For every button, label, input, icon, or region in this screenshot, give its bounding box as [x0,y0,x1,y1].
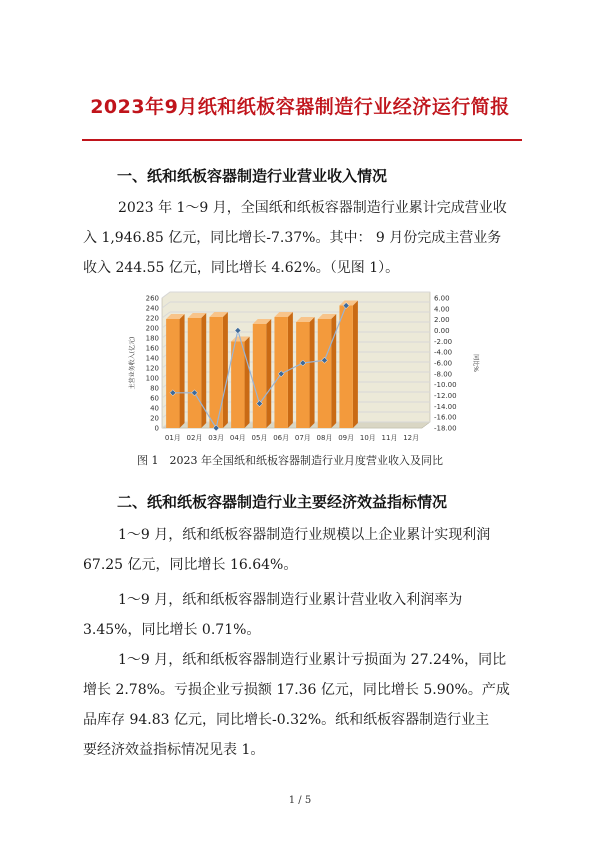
section-2-paragraph-1 [83,520,518,580]
y-tick-label: 100 [145,374,159,383]
y-tick-label: 40 [150,404,159,413]
y2-tick-label: -16.00 [434,413,457,422]
bar-side [266,319,271,428]
bar [209,317,222,428]
text-line: 3.45%，同比增长 0.71%。 [83,622,261,638]
y2-tick-label: -12.00 [434,392,457,400]
y-tick-label: 240 [145,304,159,313]
x-tick-label: 11月 [381,434,398,442]
y2-axis-title: 同比% [472,354,479,372]
x-tick-label: 04月 [229,434,246,442]
text-line: 品库存 94.83 亿元，同比增长-0.32%。纸和纸板容器制造行业主 [83,712,490,728]
section-2-paragraph-2 [83,585,518,645]
bar [253,324,266,428]
y-tick-label: 80 [150,384,159,393]
x-tick-label: 10月 [359,434,376,442]
figure-caption: 图 1 2023 年全国纸和纸板容器制造行业月度营业收入及同比 [137,454,443,467]
bar-side [223,312,228,428]
x-tick-label: 12月 [403,434,420,442]
y-tick-label: 60 [150,394,159,403]
text-line: 要经济效益指标情况见表 1。 [83,742,265,758]
y2-tick-label: -8.00 [434,370,453,379]
bar [339,306,352,429]
y2-tick-label: 0.00 [434,327,450,335]
y2-tick-label: -14.00 [434,402,457,411]
y-tick-label: 140 [145,354,159,363]
section-2-paragraph-3 [83,645,518,765]
y-axis-title: 主营业务收入(亿元) [129,336,136,390]
y-tick-label: 120 [145,364,159,373]
y2-tick-label: -18.00 [434,424,457,433]
bar [231,342,244,429]
x-tick-label: 06月 [273,434,290,442]
x-tick-label: 03月 [208,434,225,442]
bar [318,319,331,428]
section-1-heading: 一、纸和纸板容器制造行业营业收入情况 [117,167,388,185]
y2-tick-label: 4.00 [434,305,450,314]
text-line: 1～9 月，纸和纸板容器制造行业累计营业收入利润率为 [118,592,463,608]
y2-tick-label: 6.00 [434,294,450,303]
x-tick-label: 01月 [164,434,181,442]
y-tick-label: 20 [150,414,159,423]
document-title: 2023年9月纸和纸板容器制造行业经济运行简报 [90,96,510,118]
y2-tick-label: -6.00 [434,359,453,368]
page-number: 1 / 5 [288,795,312,806]
y-tick-label: 260 [145,294,159,303]
text-line: 增长 2.78%。亏损企业亏损额 17.36 亿元，同比增长 5.90%。产成 [83,682,510,698]
bar [296,322,309,428]
title-divider [82,139,522,141]
text-line: 入 1,946.85 亿元，同比增长-7.37%。其中： 9 月份完成主营业务 [83,230,502,246]
text-line: 1～9 月，纸和纸板容器制造行业规模以上企业累计实现利润 [118,527,491,543]
bar-side [353,301,358,429]
x-tick-label: 08月 [316,434,333,442]
bar-side [245,337,250,429]
y2-tick-label: -4.00 [434,348,453,357]
text-line: 收入 244.55 亿元，同比增长 4.62%。（见图 1）。 [83,260,400,276]
bar [166,319,179,428]
bar-side [180,314,185,428]
x-tick-label: 02月 [186,434,203,442]
section-1-paragraph [83,193,518,283]
x-tick-label: 05月 [251,434,268,442]
y-tick-label: 0 [154,424,159,433]
y-tick-label: 180 [145,334,159,343]
x-tick-label: 07月 [294,434,311,442]
y-tick-label: 160 [145,344,159,353]
text-line: 2023 年 1～9 月，全国纸和纸板容器制造行业累计完成营业收 [118,200,507,216]
x-tick-label: 09月 [338,434,355,442]
y2-tick-label: -2.00 [434,337,453,346]
text-line: 1～9 月，纸和纸板容器制造行业累计亏损面为 27.24%，同比 [118,652,507,668]
y2-tick-label: -10.00 [434,381,457,390]
y-tick-label: 220 [145,314,159,323]
revenue-chart [120,288,480,446]
y2-tick-label: 2.00 [434,316,450,325]
section-2-heading: 二、纸和纸板容器制造行业主要经济效益指标情况 [117,493,448,511]
text-line: 67.25 亿元，同比增长 16.64%。 [83,557,298,573]
bar [188,318,201,428]
y-tick-label: 200 [145,324,159,333]
bar-side [310,317,315,428]
